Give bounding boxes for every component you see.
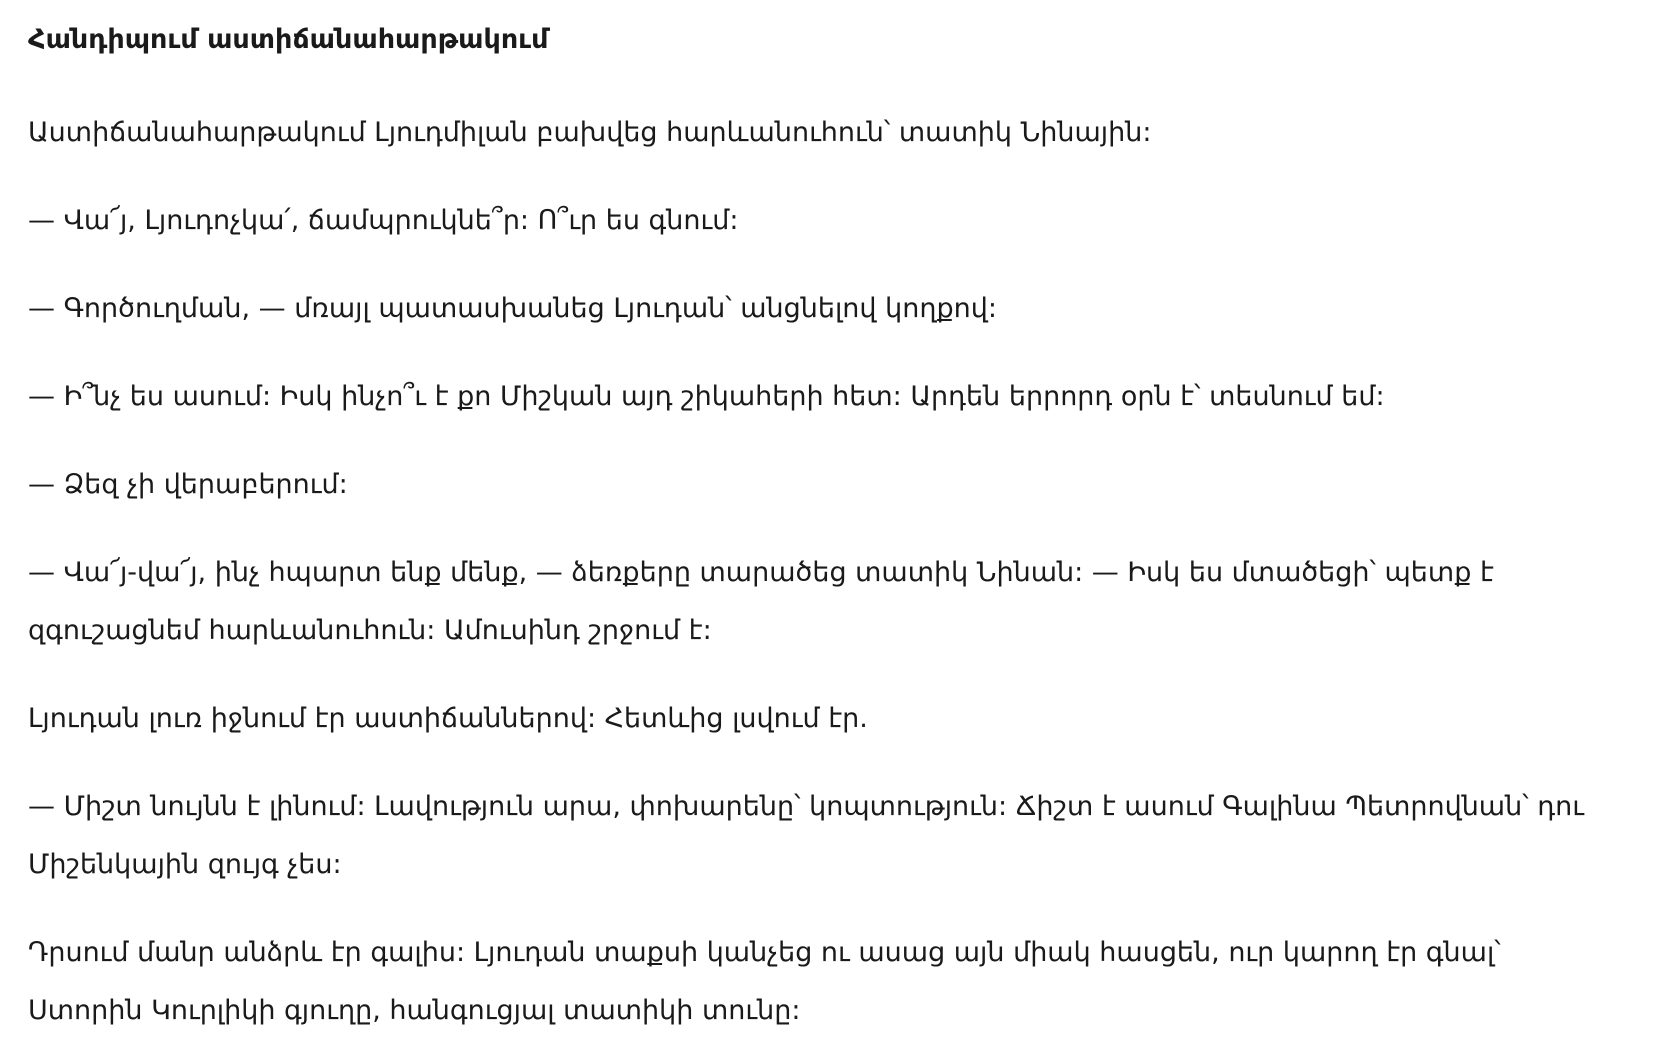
paragraph-7: Լյուդան լուռ իջնում էր աստիճաններով: Հետևից լսվում էր. [28,703,868,734]
paragraph-8: — Միշտ նույնն է լինում: Լավություն արա, փոխարենը՝ կոպտություն: Ճիշտ է ասում Գալինա Պետրովնան՝ դու Միշենկային զույգ չես: [28,791,1584,880]
paragraph-5: — Ձեզ չի վերաբերում: [28,469,348,500]
paragraph-4: — Ի՞նչ ես ասում: Իսկ ինչո՞ւ է քո Միշկան այդ շիկահերի հետ: Արդեն երրորդ օրն է՝ տեսնում եմ: [28,381,1385,412]
article-title: Հանդիպում աստիճանահարթակում [28,24,549,55]
paragraph-1: Աստիճանահարթակում Լյուդմիլան բախվեց հարևանուհուն՝ տատիկ Նինային: [28,117,1152,148]
paragraph-6: — Վա՜յ-վա՜յ, ինչ հպարտ ենք մենք, — ձեռքերը տարածեց տատիկ Նինան: — Իսկ ես մտածեցի՝ պետք է զգուշացնեմ հարևանուհուն: Ամուսինդ շրջում է: [28,557,1494,646]
paragraph-2: — Վա՜յ, Լյուդոչկա՛, ճամպրուկնե՞ր: Ո՞ւր ես գնում: [28,205,739,236]
paragraph-9: Դրսում մանր անձրև էր գալիս: Լյուդան տաքսի կանչեց ու ասաց այն միակ հասցեն, ուր կարող էր գնալ՝ Ստորին Կուրլիկի գյուղը, հանգուցյալ տատիկի տունը: [28,937,1501,1026]
paragraph-3: — Գործուղման, — մռայլ պատասխանեց Լյուդան՝ անցնելով կողքով: [28,293,997,324]
